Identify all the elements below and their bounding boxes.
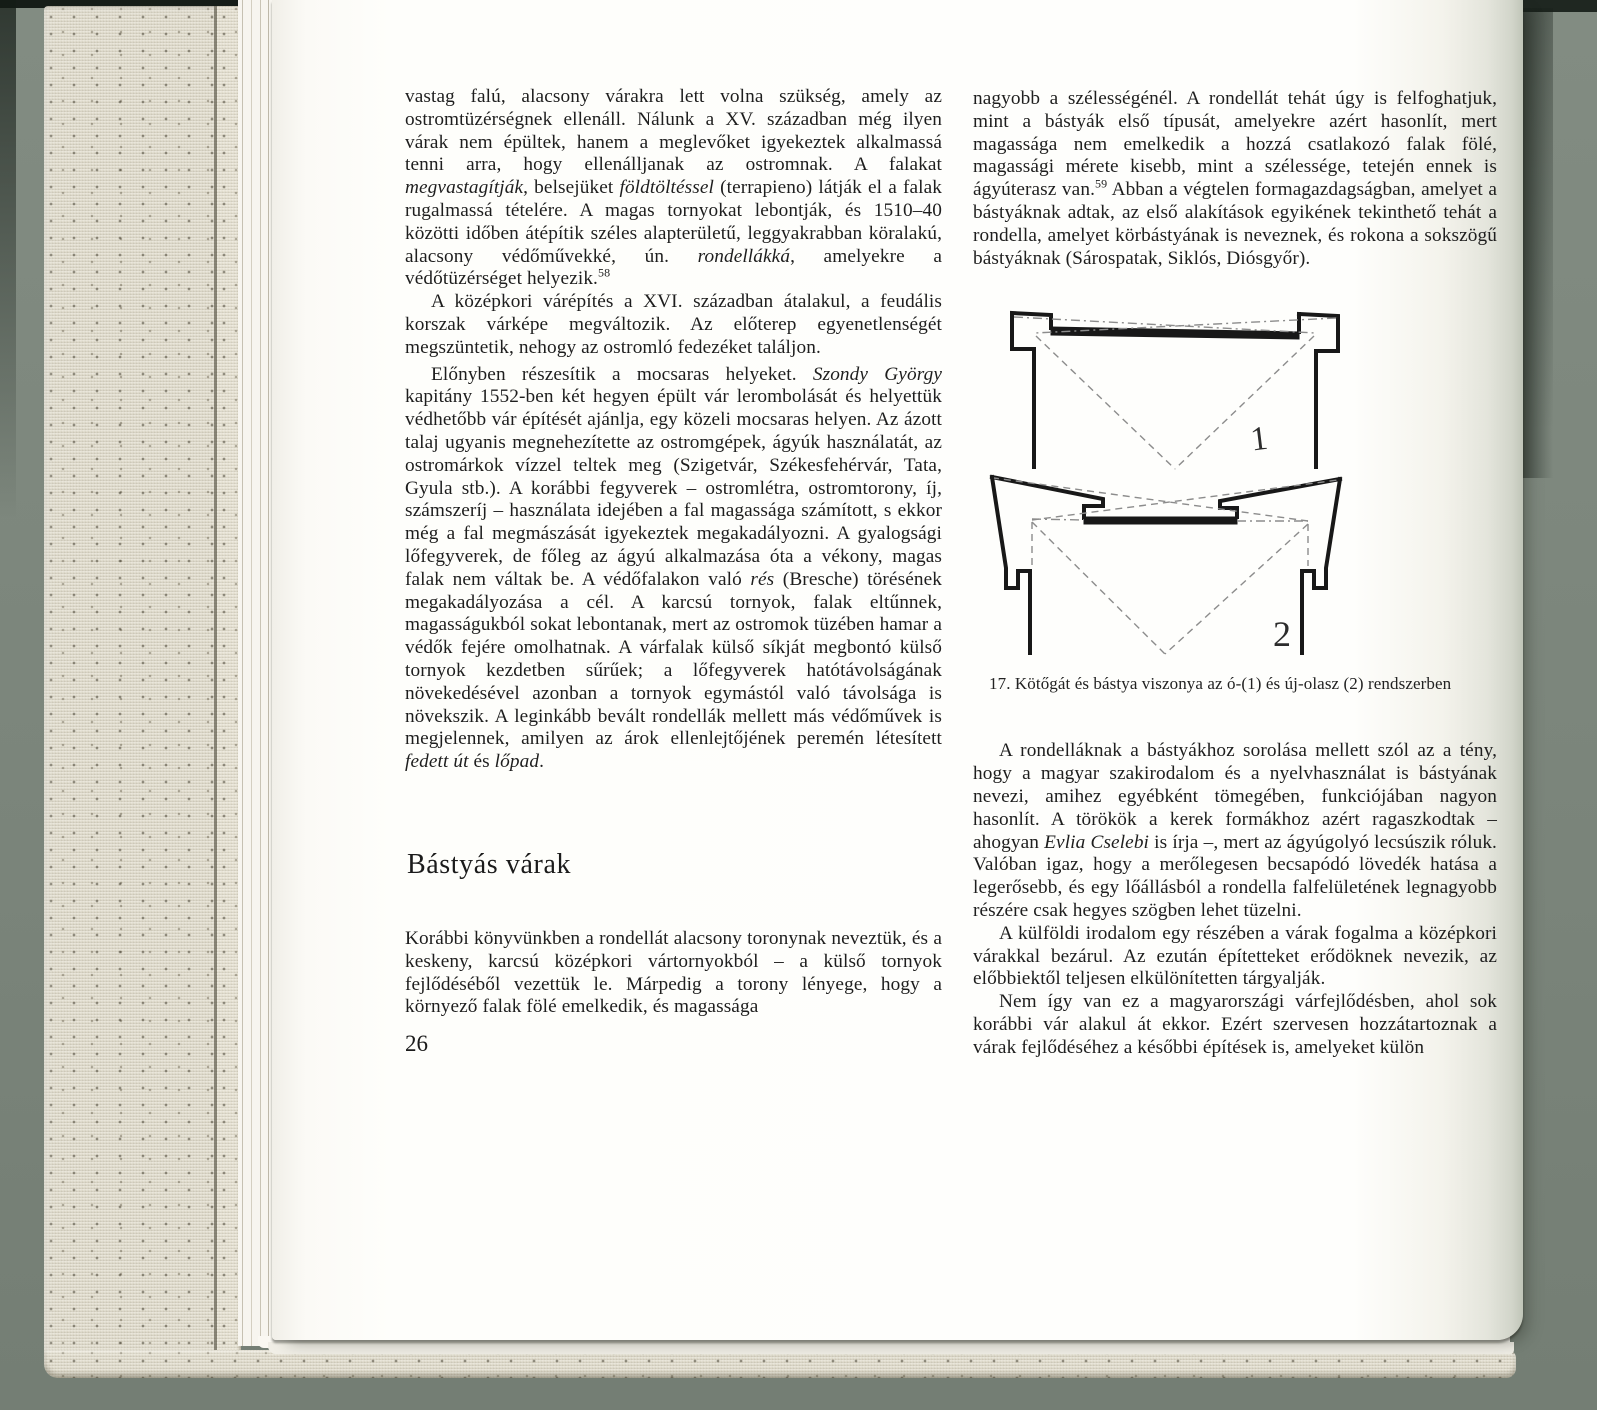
- book-page: [272, 0, 1523, 1340]
- fortification-outlines: [992, 313, 1340, 653]
- figure-bastion-diagrams: [985, 306, 1497, 694]
- paragraph: nagyobb a szélességénél. A rondellát tehát úgy is felfoghatjuk, mint a bástyák első típusát, amelyekre azért hasonlít, mert magassága nem emelkedik a hozzá csatlakozó falak fölé, magassági mérete kisebb, mint a szélessége, tetején ennek is ágyúterasz van.$^{59}$ Abban a végtelen formagazdagságban, amelyet a bástyáknak adtak, az első alakítások egyikének tekinthető tehát a rondella, amelyet körbástyának is neveznek, és rokona a sokszögű bástyáknak (Sárospatak, Siklós, Diósgyőr).: [973, 88, 1497, 269]
- paragraph: Előnyben részesítik a mocsaras helyeket. Szondy György kapitány 1552-ben két hegyen épült vár lerombolását és helyettük védhetőbb vár építését ajánlja, egy közeli mocsaras helyen. Az ázott talaj ugyanis megnehezítette az ostromgépek, ágyúk használatát, az ostromárkok vízzel teltek meg (Szigetvár, Székesfehérvár, Tata, Gyula stb.). A korábbi fegyverek – ostromlétra, ostromtorony, íj, számszeríj – használata idejében a fal magassága számított, s ekkor még a fal megmászását igyekeztek megakadályozni. A gyalogsági lőfegyverek, de főleg az ágyú alkalmazása óta a vékony, magas falak nem váltak be. A védőfalakon való rés (Bresche) törésének megakadályozása a cél. A karcsú tornyok, falak eltűnnek, magasságukból sokat lebontanak, mert az ostromok tüzében hamar a védők fejére omolhatnak. A várfalak külső síkját megbontó külső tornyok kezdetben sűrűek; a lőfegyverek hatótávolságának növekedésével azonban a tornyok egymástól való távolsága is növekszik. A leginkább bevált rondellák mellett más védőművek is megjelennek, amilyen az árok ellenlejtőjének peremén létesített fedett út és lőpad.: [405, 363, 942, 773]
- page-stack-left: [238, 0, 272, 1346]
- scanner-shadow-left: [0, 0, 16, 520]
- page-stack-bottom: [268, 1342, 1514, 1354]
- figure-caption: 17. Kötőgát és bástya viszonya az ó-(1) és új-olasz (2) rendszerben: [989, 674, 1452, 694]
- paragraph: A külföldi irodalom egy részében a várak fogalma a középkori várakkal bezárul. Az ezután építetteket erődöknek nevezik, az előbbiektől teljesen elkülönítetten tárgyalják.: [973, 922, 1497, 990]
- sight-lines: [994, 317, 1338, 654]
- right-text-column: [973, 88, 1497, 1060]
- left-text-column: [405, 86, 942, 1057]
- paragraph: A rondelláknak a bástyákhoz sorolása mellett szól az a tény, hogy a magyar szakirodalom és a nyelvhasználat is bástyának nevezi, amihez egyébként tömegében, funkciójában nagyon hasonlít. A törökök a kerek formákhoz azért ragaszkodtak – ahogyan Evlia Cselebi is írja –, mert az ágyúgolyó lecsúszik róluk. Valóban igaz, hogy a merőlegesen becsapódó lövedék hatása a legerősebb, és egy lőállásból a rondella falfelületének legnagyobb részére csak hegyes szögben lehet tüzelni.: [973, 740, 1497, 921]
- book-cover-edge: [214, 6, 241, 1372]
- paragraph: A középkori várépítés a XVI. században átalakul, a feudális korszak várképe megváltozik. Az előterep egyenetlenségét megszüntetik, nehogy az ostromló fedezéket találjon.: [405, 291, 942, 358]
- scanner-shadow-right: [1523, 8, 1553, 478]
- paragraph: Nem így van ez a magyarországi várfejlődésben, ahol sok korábbi vár alakul át ekkor. Ezért szervesen hozzátartoznak a várak fejlődéséhez a későbbi építések is, amelyeket külön: [973, 991, 1497, 1058]
- paragraph: Korábbi könyvünkben a rondellát alacsony toronynak neveztük, és a keskeny, karcsú középkori vártornyokból – a külső tornyok fejlődéséből vezettük le. Márpedig a torony lényege, hogy a környező falak fölé emelkedik, és magassága: [405, 927, 942, 1018]
- figure-label-1: 1: [1248, 420, 1270, 459]
- paragraph: vastag falú, alacsony várakra lett volna szükség, amely az ostromtüzérségnek ellenáll. Nálunk a XV. században még ilyen várak nem épültek, hanem a meglevőket igyekeztek alkalmassá tenni arra, hogy ellenálljanak az ostromnak. A falakat megvastagítják, belsejüket földtöltéssel (terrapieno) látják el a falak rugalmassá tételére. A magas tornyokat lebontják, és 1510–40 közötti időben átépítik széles alapterületű, leggyakrabban köralakú, alacsony védőművekké, ún. rondellákká, amelyekre a védőtüzérséget helyezik.$^{58}$: [405, 86, 943, 290]
- page-number: 26: [405, 1031, 428, 1057]
- book-cover-left: [44, 6, 238, 1372]
- section-heading: Bástyás várak: [407, 848, 572, 880]
- book-cover-bottom: [44, 1350, 1516, 1378]
- figure-label-2: 2: [1273, 614, 1291, 655]
- bastion-diagram-drawing: [985, 306, 1347, 662]
